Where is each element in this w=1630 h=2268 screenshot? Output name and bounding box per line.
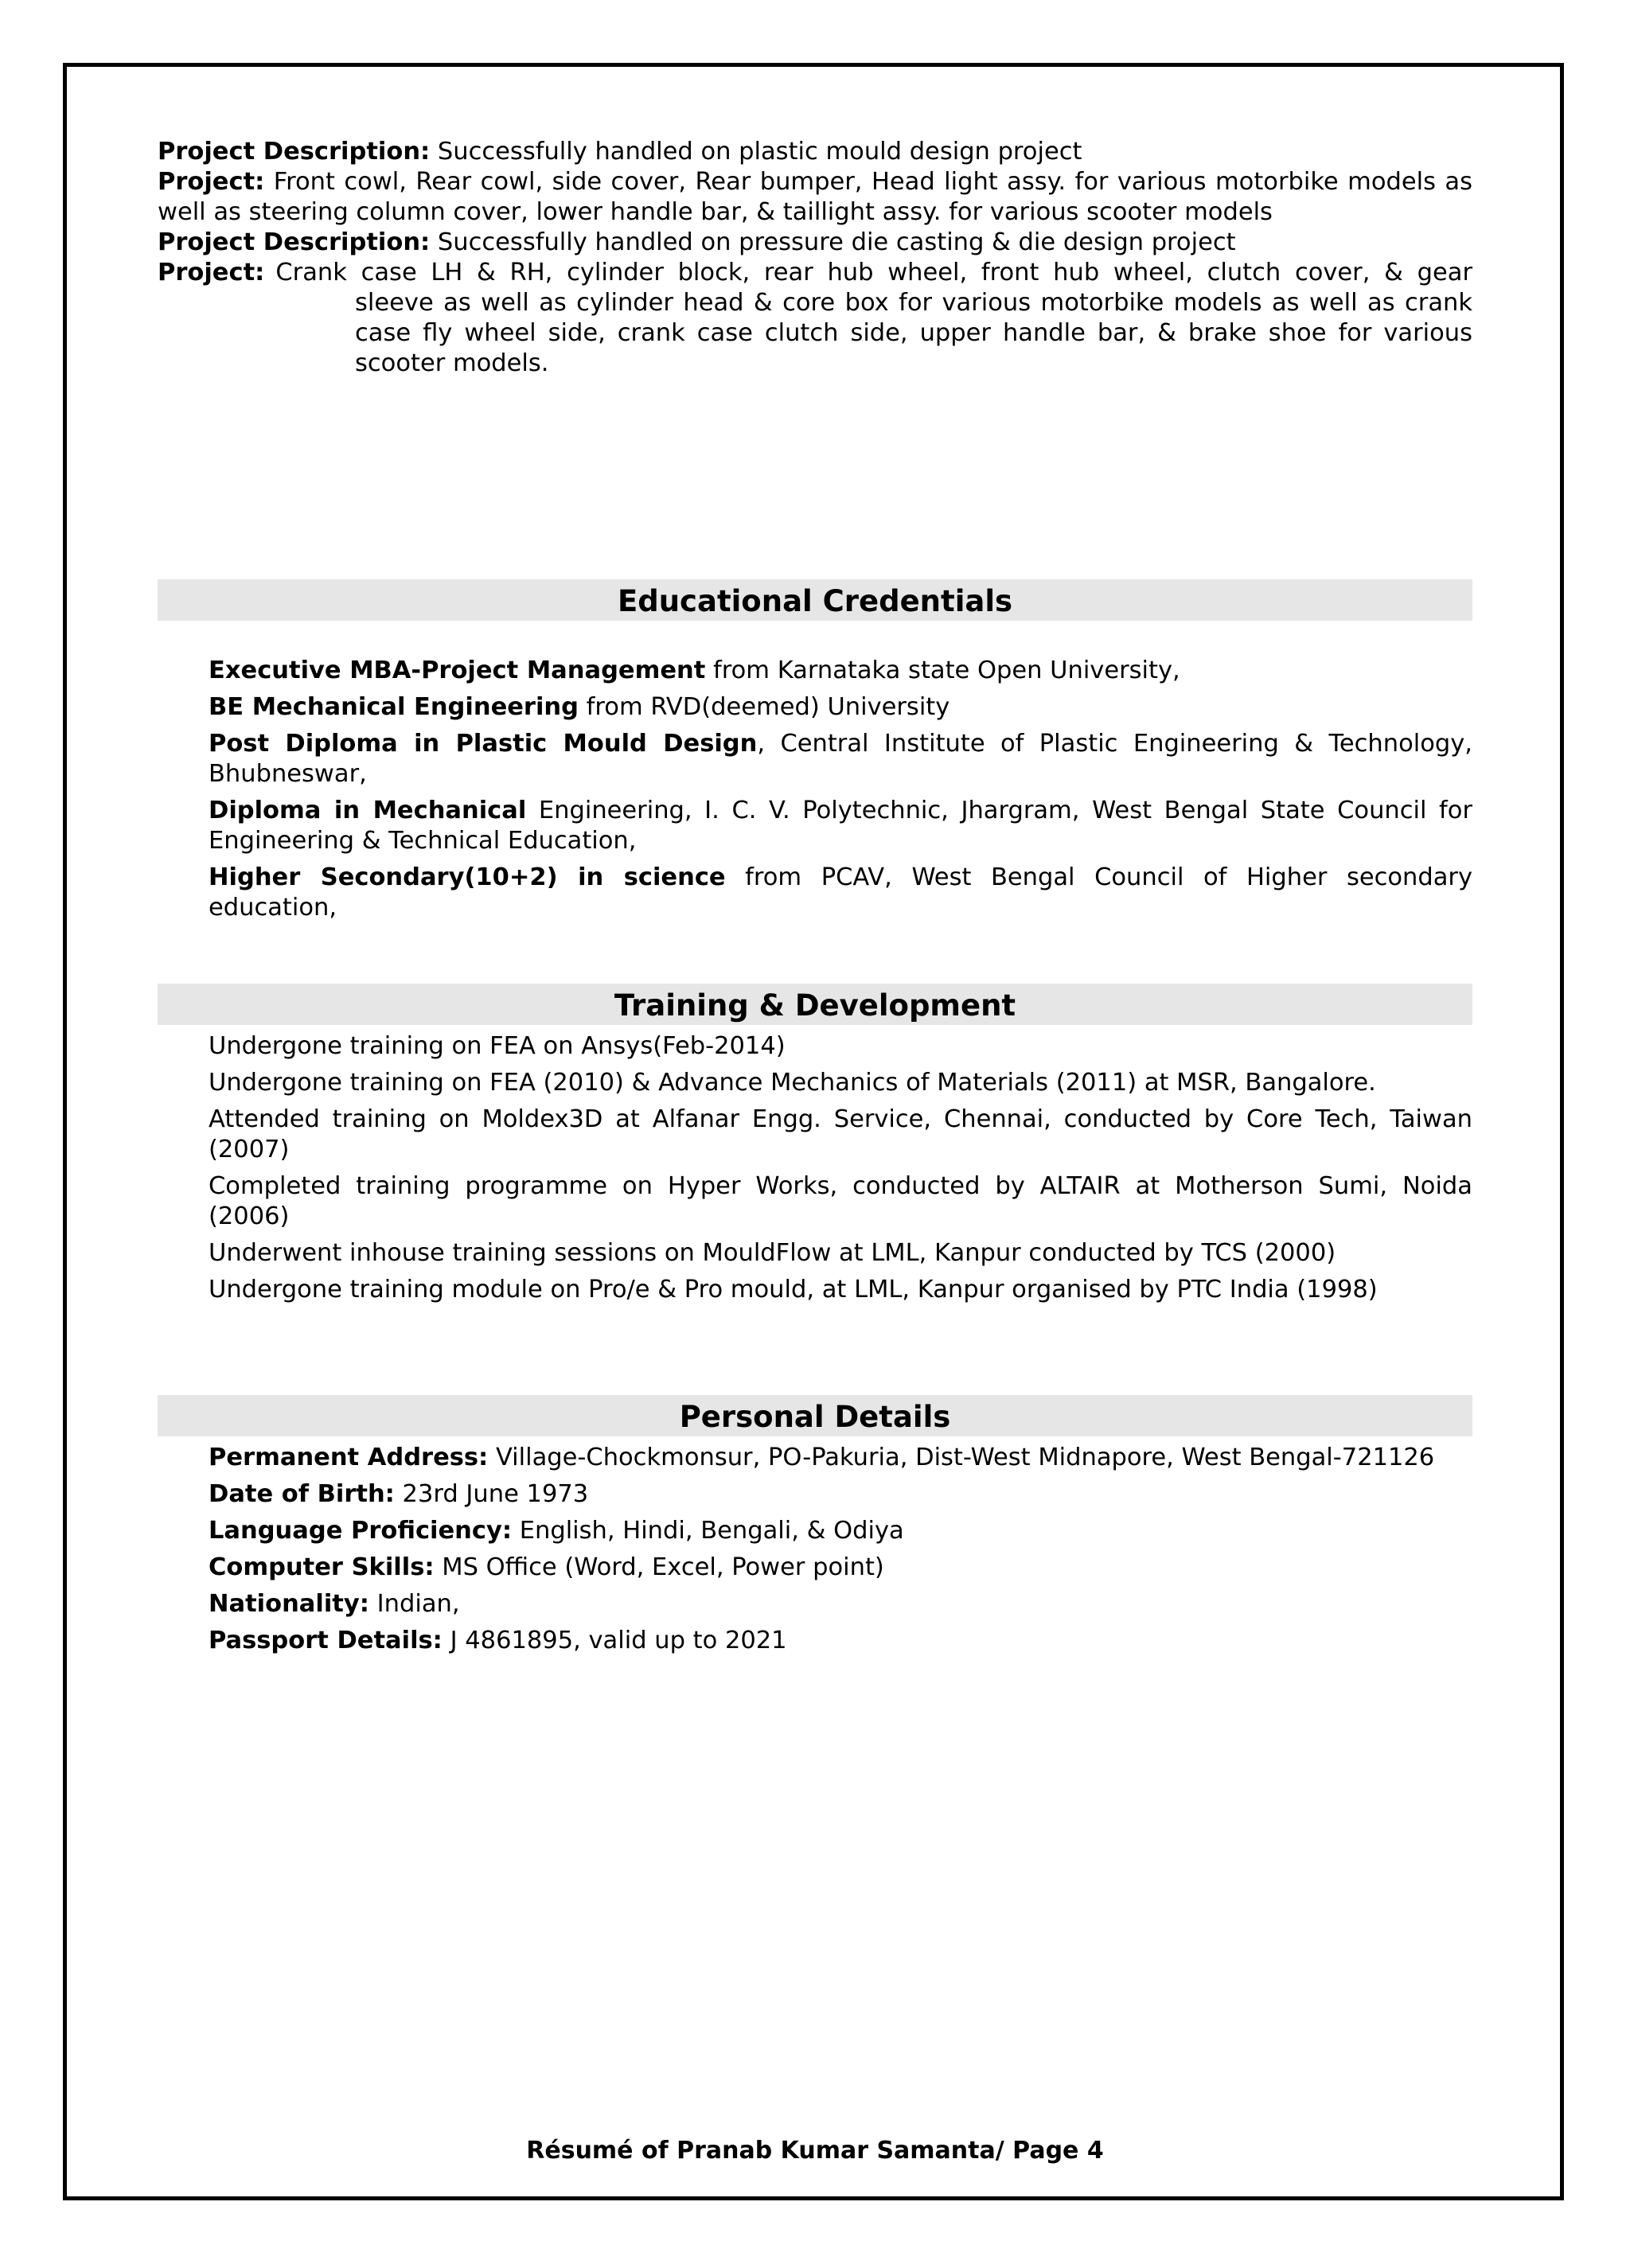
list-item-text: Village-Chockmonsur, PO-Pakuria, Dist-West Midnapore, West Bengal-721126 — [488, 1444, 1435, 1471]
section-heading-education: Educational Credentials — [158, 579, 1472, 621]
list-item-text: J 4861895, valid up to 2021 — [442, 1627, 787, 1654]
project-description-1 — [158, 137, 1472, 167]
list-item-label: BE Mechanical Engineering — [209, 693, 579, 721]
list-item-text: MS Office (Word, Excel, Power point) — [434, 1553, 884, 1581]
project-label: Project: — [158, 259, 265, 286]
education-list — [158, 656, 1472, 929]
list-item-label: Executive MBA-Project Management — [209, 657, 706, 684]
project-section — [158, 137, 1472, 379]
list-item-label: Permanent Address: — [209, 1444, 489, 1471]
list-item — [158, 1105, 1472, 1165]
list-item — [158, 1443, 1472, 1473]
list-item-text: Indian, — [369, 1590, 460, 1618]
project-description-label: Project Description: — [158, 228, 431, 256]
project-description-label: Project Description: — [158, 138, 431, 166]
project-label: Project: — [158, 168, 265, 196]
list-item-text: Undergone training on FEA on Ansys(Feb-2014) — [209, 1032, 786, 1060]
list-item-label: Language Proficiency: — [209, 1517, 513, 1545]
list-item-label: Computer Skills: — [209, 1553, 435, 1581]
project-description-text: Successfully handled on pressure die casting & die design project — [430, 228, 1236, 256]
list-item — [158, 1516, 1472, 1546]
list-item — [158, 796, 1472, 856]
list-item-label: Post Diploma in Plastic Mould Design — [209, 730, 758, 758]
list-item-text: from PCAV, West Bengal Council of Higher secondary education, — [209, 863, 1473, 922]
list-item-text: 23rd June 1973 — [394, 1480, 589, 1508]
list-item — [158, 1275, 1472, 1305]
page-footer: Résumé of Pranab Kumar Samanta/ Page 4 — [526, 2137, 1104, 2165]
project-description-2 — [158, 228, 1472, 258]
list-item-text: Undergone training module on Pro/e & Pro mould, at LML, Kanpur organised by PTC India (1998) — [209, 1276, 1378, 1304]
project-description-text: Successfully handled on plastic mould design project — [430, 138, 1082, 166]
list-item-text: , Central Institute of Plastic Engineering & Technology, Bhubneswar, — [209, 730, 1472, 788]
list-item — [158, 1589, 1472, 1619]
list-item-text: English, Hindi, Bengali, & Odiya — [512, 1517, 904, 1545]
list-item-label: Passport Details: — [209, 1627, 443, 1654]
list-item — [158, 1171, 1472, 1232]
project-2 — [158, 258, 1472, 379]
list-item-text: from Karnataka state Open University, — [705, 657, 1180, 684]
list-item — [158, 656, 1472, 686]
list-item — [158, 863, 1472, 923]
list-item — [158, 1479, 1472, 1510]
personal-details-list — [158, 1443, 1472, 1662]
training-list — [158, 1031, 1472, 1311]
project-text-continuation: sleeve as well as cylinder head & core box for various motorbike models as well as crank case fly wheel side, crank case clutch side, upper handle bar, & brake shoe for various scooter models. — [355, 289, 1472, 377]
project-1 — [158, 167, 1472, 228]
list-item — [158, 729, 1472, 789]
list-item-label: Date of Birth: — [209, 1480, 395, 1508]
list-item-text: Undergone training on FEA (2010) & Advance Mechanics of Materials (2011) at MSR, Bangalore. — [209, 1069, 1376, 1097]
list-item — [158, 1553, 1472, 1583]
list-item — [158, 1626, 1472, 1656]
list-item — [158, 1031, 1472, 1062]
list-item — [158, 1068, 1472, 1098]
project-text-first-line: Crank case LH & RH, cylinder block, rear hub wheel, front hub wheel, clutch cover, & gear — [275, 259, 1472, 286]
list-item-label: Higher Secondary(10+2) in science — [209, 863, 726, 891]
list-item-text: Attended training on Moldex3D at Alfanar Engg. Service, Chennai, conducted by Core Tech, Taiwan (2007) — [209, 1105, 1472, 1163]
list-item-text: Engineering, I. C. V. Polytechnic, Jhargram, West Bengal State Council for Engineering & Technical Education, — [209, 797, 1472, 855]
list-item-label: Diploma in Mechanical — [209, 797, 527, 824]
list-item-text: Underwent inhouse training sessions on MouldFlow at LML, Kanpur conducted by TCS (2000) — [209, 1239, 1336, 1267]
list-item-text: from RVD(deemed) University — [578, 693, 950, 721]
list-item — [158, 692, 1472, 723]
project-text: Front cowl, Rear cowl, side cover, Rear bumper, Head light assy. for various motorbike models as well as steering column cover, lower handle bar, & taillight assy. for various scooter models — [158, 168, 1472, 226]
list-item-text: Completed training programme on Hyper Works, conducted by ALTAIR at Motherson Sumi, Noida (2006) — [209, 1172, 1472, 1230]
list-item — [158, 1238, 1472, 1268]
list-item-label: Nationality: — [209, 1590, 369, 1618]
section-heading-personal: Personal Details — [158, 1395, 1472, 1436]
section-heading-training: Training & Development — [158, 984, 1472, 1025]
